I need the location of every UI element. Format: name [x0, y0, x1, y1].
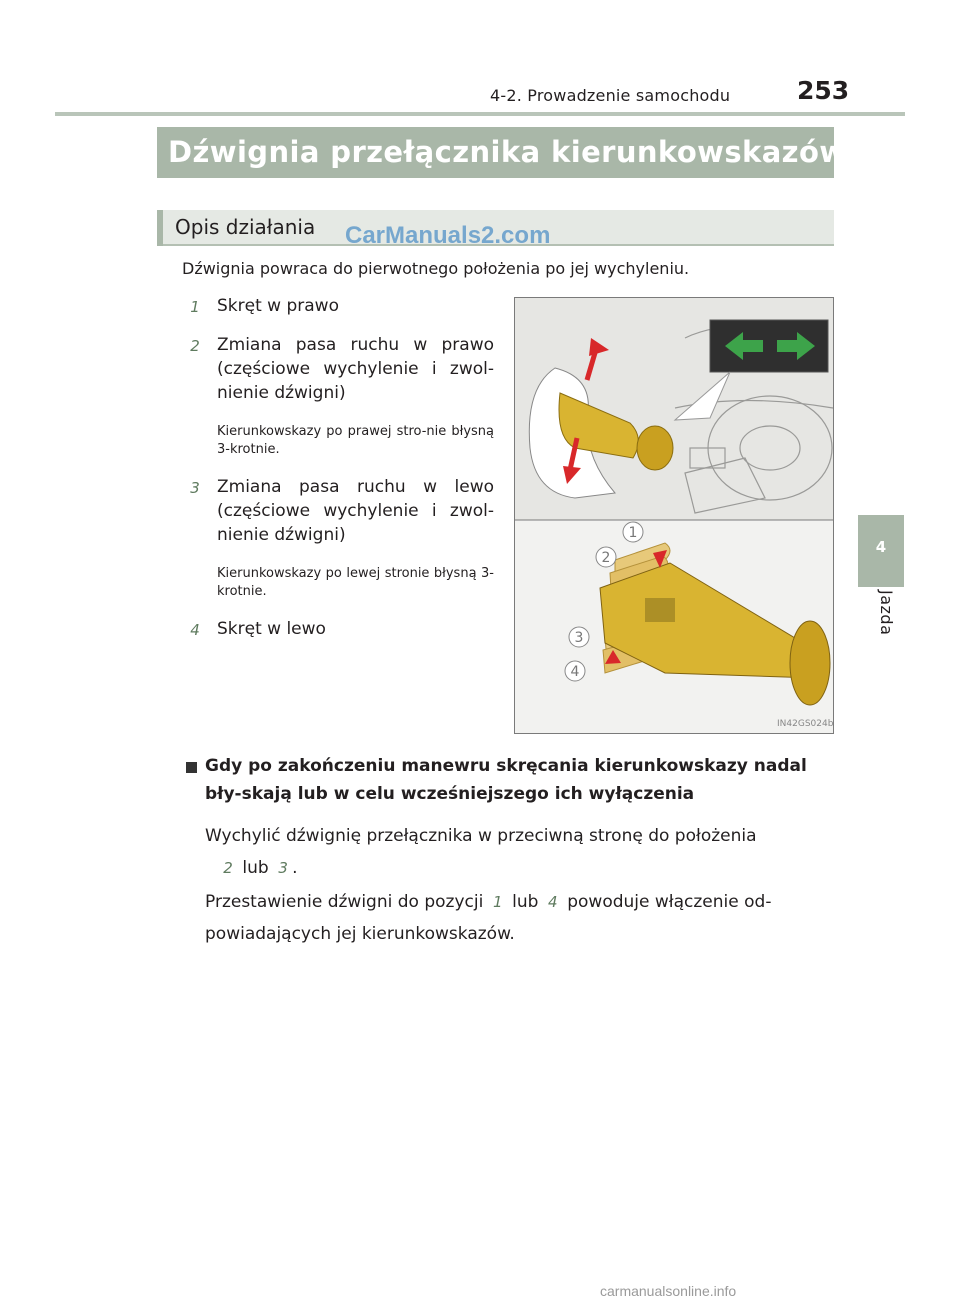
chapter-tab-number: 4 [875, 538, 887, 556]
intro-text: Dźwignia powraca do pierwotnego położenia po jej wychyleniu. [182, 259, 690, 278]
item-text-4: Skręt w lewo [217, 619, 326, 639]
callout-2: 2 [601, 550, 611, 566]
item-note-2: Kierunkowskazy po prawej stro-nie błysną 3-krotnie. [217, 424, 494, 457]
inline-number-2: 2 [223, 859, 233, 877]
page-number: 253 [797, 76, 850, 105]
item-number-2: 2 [190, 337, 200, 355]
paragraph-2 [205, 886, 835, 950]
callout-3: 3 [574, 630, 584, 646]
chapter-tab-label: Jazda [877, 590, 896, 636]
paragraph-1-text-c: . [292, 858, 298, 878]
footer-watermark: carmanualsonline.info [600, 1283, 737, 1299]
header-rule [55, 112, 905, 116]
section-heading: Gdy po zakończeniu manewru skręcania kierunkowskazy nadal bły-skają lub w celu wcześniejszego ich wyłączenia [205, 756, 807, 804]
bullet-square-icon [186, 762, 197, 773]
header-section-title: 4-2. Prowadzenie samochodu [490, 86, 731, 105]
illustration-svg [515, 298, 833, 733]
paragraph-1-text-a: Wychylić dźwignię przełącznika w przeciwną stronę do położenia [205, 826, 757, 846]
inline-number-1: 1 [492, 893, 503, 911]
chapter-tab-line [858, 585, 904, 587]
item-number-1: 1 [190, 298, 200, 316]
item-text-3: Zmiana pasa ruchu w lewo (częściowe wychylenie i zwol-nienie dźwigni) [217, 477, 494, 545]
paragraph-1 [205, 820, 835, 884]
paragraph-2-text-c: powoduje włączenie od-powiadających jej kierunkowskazów. [205, 892, 772, 944]
inline-number-4: 4 [548, 893, 558, 911]
item-number-3: 3 [190, 479, 200, 497]
callout-4: 4 [570, 664, 580, 680]
paragraph-1-text-b: lub [242, 858, 269, 878]
callout-1: 1 [628, 525, 638, 541]
subtitle-accent [157, 210, 163, 246]
turn-signal-lever-illustration [514, 297, 834, 734]
figure-code: IN42GS024b [777, 719, 833, 729]
page-title: Dźwignia przełącznika kierunkowskazów [168, 135, 847, 169]
subtitle: Opis działania [175, 215, 316, 239]
paragraph-2-text-b: lub [512, 892, 539, 912]
paragraph-2-text-a: Przestawienie dźwigni do pozycji [205, 892, 484, 912]
item-text-2: Zmiana pasa ruchu w prawo (częściowe wychylenie i zwol-nienie dźwigni) [217, 335, 494, 403]
item-text-1: Skręt w prawo [217, 296, 339, 316]
item-note-3: Kierunkowskazy po lewej stronie błysną 3-krotnie. [217, 566, 494, 599]
inline-number-3: 3 [278, 859, 288, 877]
item-number-4: 4 [190, 621, 200, 639]
watermark: CarManuals2.com [345, 222, 551, 249]
